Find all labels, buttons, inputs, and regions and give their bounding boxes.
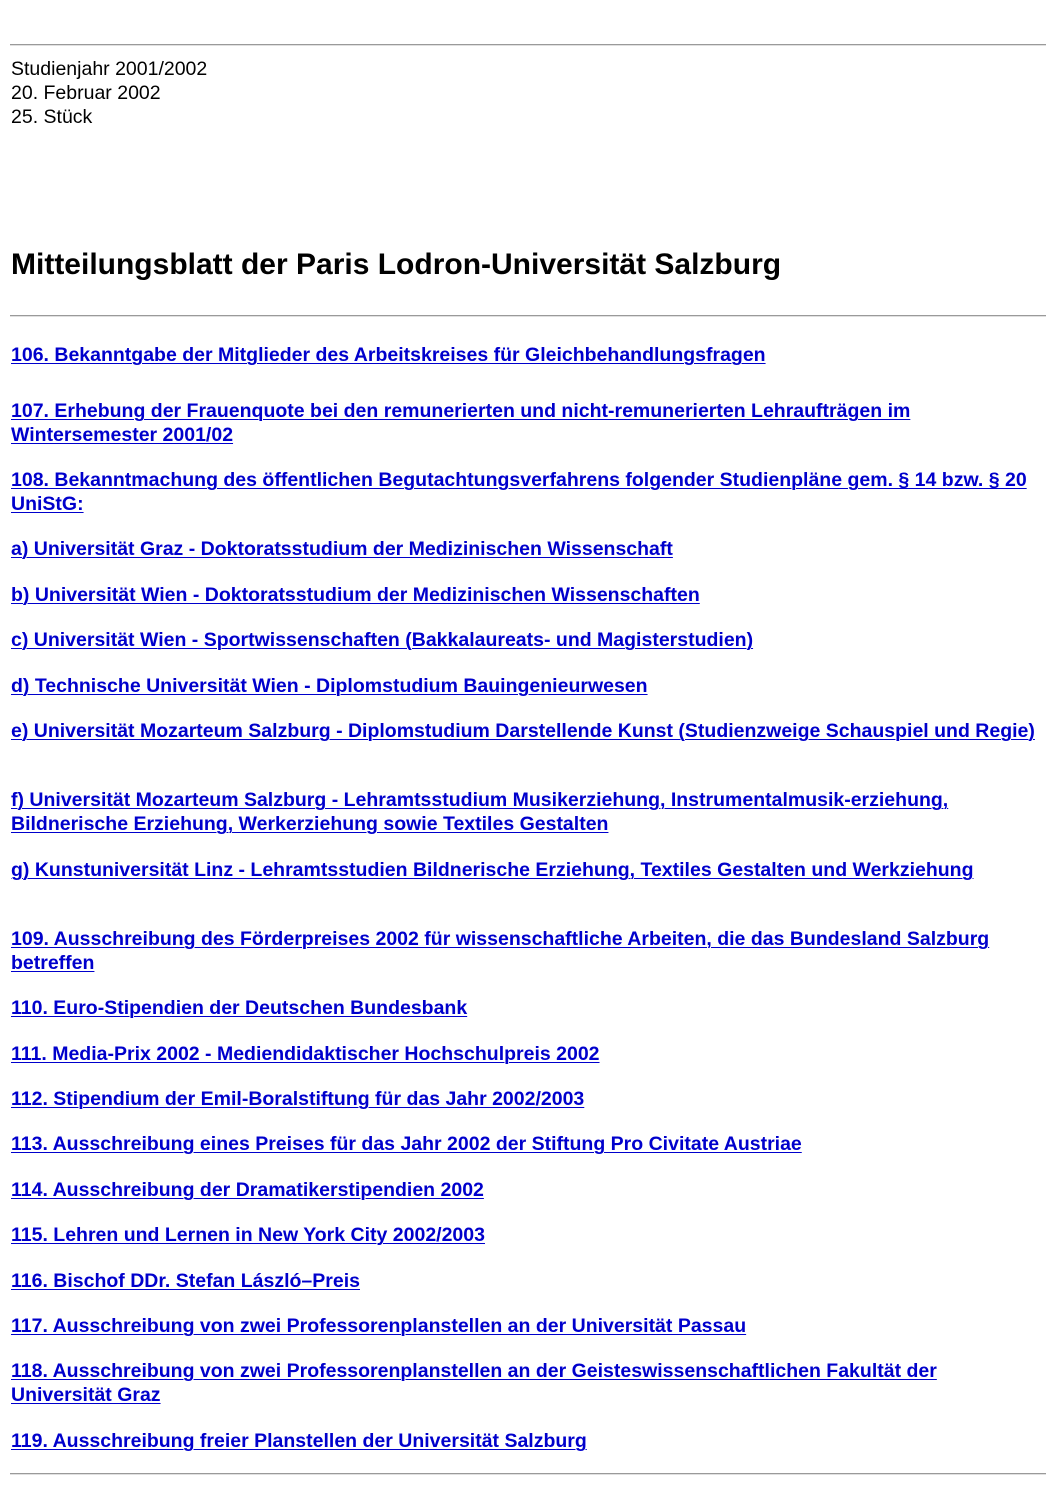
toc-link-118[interactable]: 118. Ausschreibung von zwei Professorenplanstellen an der Geisteswissenschaftlichen Fakultät der Universität Graz xyxy=(11,1360,937,1406)
page-title: Mitteilungsblatt der Paris Lodron-Universität Salzburg xyxy=(11,248,782,281)
toc-link-114[interactable]: 114. Ausschreibung der Dramatikerstipendien 2002 xyxy=(11,1179,484,1201)
toc-link-110[interactable]: 110. Euro-Stipendien der Deutschen Bundesbank xyxy=(11,997,468,1019)
toc-link-113[interactable]: 113. Ausschreibung eines Preises für das Jahr 2002 der Stiftung Pro Civitate Austriae xyxy=(11,1133,802,1155)
toc-link-116[interactable]: 116. Bischof DDr. Stefan László–Preis xyxy=(11,1270,360,1292)
toc-link-112[interactable]: 112. Stipendium der Emil-Boralstiftung für das Jahr 2002/2003 xyxy=(11,1088,585,1110)
toc-link-119[interactable]: 119. Ausschreibung freier Planstellen der Universität Salzburg xyxy=(11,1430,587,1452)
toc-link-108b[interactable]: b) Universität Wien - Doktoratsstudium der Medizinischen Wissenschaften xyxy=(11,584,700,606)
toc-link-108[interactable]: 108. Bekanntmachung des öffentlichen Begutachtungsverfahrens folgender Studienpläne gem. § 14 bzw. § 20 UniStG: xyxy=(11,469,1027,515)
toc-link-108a[interactable]: a) Universität Graz - Doktoratsstudium der Medizinischen Wissenschaft xyxy=(11,538,673,560)
toc-link-115[interactable]: 115. Lehren und Lernen in New York City 2002/2003 xyxy=(11,1224,485,1246)
toc-link-117[interactable]: 117. Ausschreibung von zwei Professorenplanstellen an der Universität Passau xyxy=(11,1315,747,1337)
issue-date: 20. Februar 2002 xyxy=(11,82,161,104)
academic-year: Studienjahr 2001/2002 xyxy=(11,58,208,80)
toc-link-111[interactable]: 111. Media-Prix 2002 - Mediendidaktischer Hochschulpreis 2002 xyxy=(11,1043,600,1065)
issue-meta xyxy=(11,57,207,129)
toc-link-108g[interactable]: g) Kunstuniversität Linz - Lehramtsstudien Bildnerische Erziehung, Textiles Gestalten und Werkziehung xyxy=(11,859,974,881)
toc-link-108f[interactable]: f) Universität Mozarteum Salzburg - Lehramtsstudium Musikerziehung, Instrumentalmusik-erziehung, Bildnerische Erziehung, Werkerziehung sowie Textiles Gestalten xyxy=(11,789,949,835)
top-divider xyxy=(10,44,1046,46)
title-divider xyxy=(10,315,1046,317)
toc-link-106[interactable]: 106. Bekanntgabe der Mitglieder des Arbeitskreises für Gleichbehandlungsfragen xyxy=(11,344,766,366)
toc-link-109[interactable]: 109. Ausschreibung des Förderpreises 2002 für wissenschaftliche Arbeiten, die das Bundesland Salzburg betreffen xyxy=(11,928,990,974)
bottom-divider xyxy=(10,1473,1046,1475)
issue-number: 25. Stück xyxy=(11,106,93,128)
toc-link-108e[interactable]: e) Universität Mozarteum Salzburg - Diplomstudium Darstellende Kunst (Studienzweige Schauspiel und Regie) xyxy=(11,720,1035,742)
toc-link-108d[interactable]: d) Technische Universität Wien - Diplomstudium Bauingenieurwesen xyxy=(11,675,648,697)
toc-link-107[interactable]: 107. Erhebung der Frauenquote bei den remunerierten und nicht-remunerierten Lehraufträgen im Wintersemester 2001/02 xyxy=(11,400,911,446)
toc-link-108c[interactable]: c) Universität Wien - Sportwissenschaften (Bakkalaureats- und Magisterstudien) xyxy=(11,629,754,651)
